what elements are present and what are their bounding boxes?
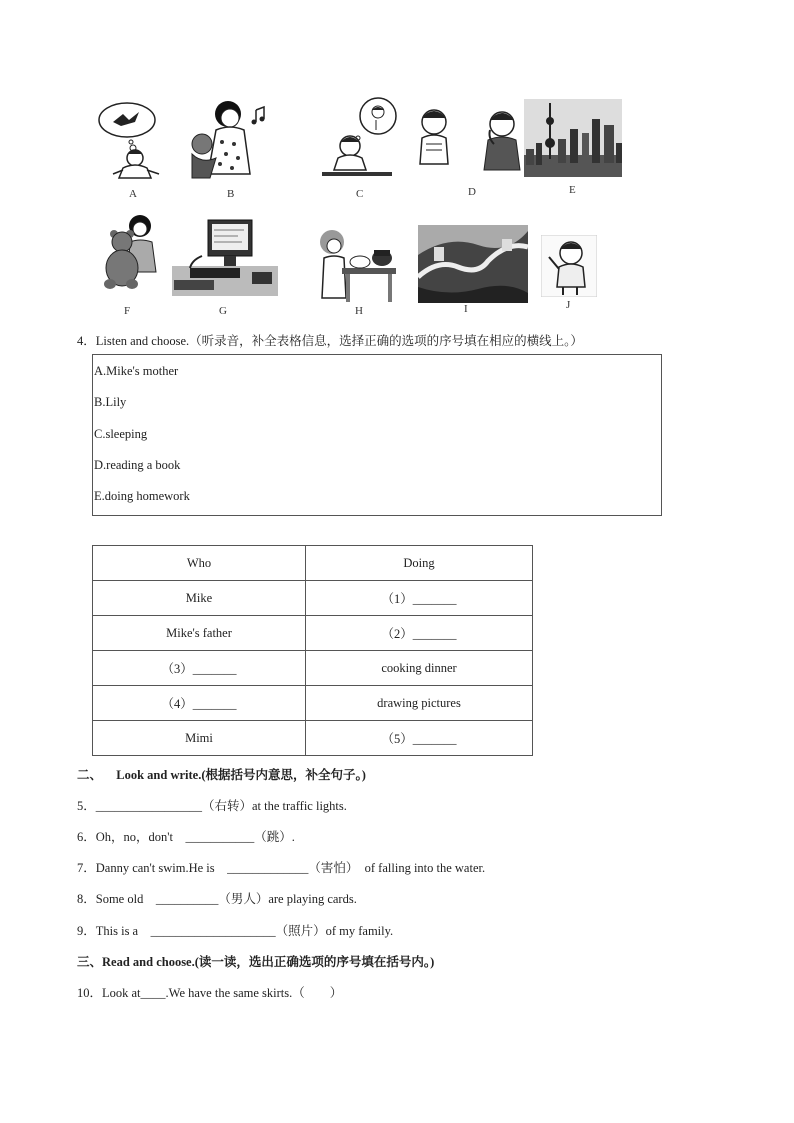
picture-a-letter: A [129,188,137,200]
table-cell-doing: drawing pictures [306,686,533,721]
table-row [93,651,533,686]
table-cell-doing: （5）_______ [306,721,533,756]
section2-heading [77,765,366,783]
woman-singing-with-baby-icon [180,96,275,184]
picture-f-letter: F [124,305,131,317]
table-cell-who: （4）_______ [93,686,306,721]
q4-option-c: C.sleeping [94,427,148,441]
header-who: Who [93,546,306,581]
q4-option-b: B.Lily [94,395,127,409]
section3-title: Read and choose. [102,955,195,969]
section3-instruction: (读一读，选出正确选项的序号填在括号内。) [194,955,435,969]
picture-e [524,99,622,177]
table-row [93,686,533,721]
q4-option-e: E.doing homework [94,489,190,503]
q4-options-box [92,354,662,516]
section3-number: 三、 [77,955,103,969]
table-row [93,581,533,616]
q4-title: 4．Listen and choose.（听录音，补全表格信息，选择正确的选项的序号填在相应的横线上。） [77,334,583,348]
computer-icon [172,216,278,296]
table-cell-doing: （2）_______ [306,616,533,651]
q4-option-a: A.Mike's mother [94,364,179,378]
picture-f [100,212,160,294]
boy-thinking-icon [414,104,524,182]
question-6: 6．Oh，no，don't ___________（跳）. [77,830,295,844]
boy-waving-icon [541,235,597,297]
great-wall-icon [418,225,528,303]
picture-b [180,96,275,184]
question-5: 5．_________________（右转）at the traffic lights. [77,799,347,813]
table-header-row [93,546,533,581]
question-7: 7．Danny can't swim.He is _____________（害怕） of falling into the water. [77,861,486,875]
table-cell-who: Mimi [93,721,306,756]
section2-number: 二、 [77,768,103,782]
question-8: 8．Some old __________（男人）are playing cards. [77,892,357,906]
table-cell-who: （3）_______ [93,651,306,686]
picture-c [318,94,413,184]
woman-cooking-icon [316,228,398,304]
picture-h-letter: H [355,305,363,317]
table-cell-doing: （1）_______ [306,581,533,616]
picture-b-letter: B [227,188,235,200]
question-9: 9．This is a ____________________（照片）of my family. [77,924,394,938]
picture-i [418,225,528,303]
girl-with-teddy-bear-icon [100,212,160,294]
picture-d [414,104,524,182]
boy-doing-homework-icon [318,94,413,184]
q4-table [92,545,533,756]
boy-dreaming-of-bird-icon [95,98,175,183]
picture-g-letter: G [219,305,227,317]
picture-d-letter: D [468,186,476,198]
picture-g [172,216,278,296]
header-doing: Doing [306,546,533,581]
section3-heading [77,952,434,970]
q4-option-d: D.reading a book [94,458,181,472]
table-cell-who: Mike's father [93,616,306,651]
table-row [93,721,533,756]
picture-a [95,98,175,183]
table-row [93,616,533,651]
question-10: 10．Look at____.We have the same skirts.（ ） [77,986,343,1000]
section2-instruction: (根据括号内意思，补全句子。) [201,768,366,782]
city-skyline-icon [524,99,622,177]
picture-e-letter: E [569,184,576,196]
picture-j [541,235,597,297]
picture-j-letter: J [566,299,571,311]
section2-title: Look and write. [116,768,202,782]
picture-h [316,228,398,304]
table-cell-who: Mike [93,581,306,616]
table-cell-doing: cooking dinner [306,651,533,686]
picture-i-letter: I [464,303,468,315]
picture-c-letter: C [356,188,364,200]
